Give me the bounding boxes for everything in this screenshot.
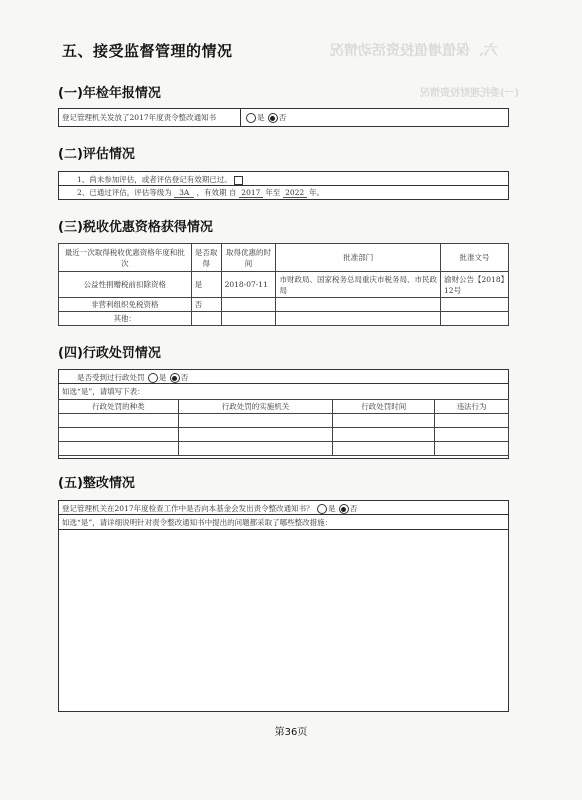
table-cell [441, 312, 509, 326]
table-row [59, 312, 509, 326]
table-cell: 是 [191, 272, 221, 298]
penalty-title: (四)行政处罚情况 [58, 346, 161, 361]
annual-inspection-question: 登记管理机关发放了2017年度责令整改通知书 [62, 113, 217, 122]
evaluation-line-2-prefix: 2、已通过评估，评估等级为 [77, 188, 172, 197]
no-label: 否 [180, 373, 189, 382]
rectification-notice-yes-radio[interactable] [246, 113, 256, 123]
no-label: 否 [349, 504, 358, 513]
page-number: 第36页 [274, 727, 308, 738]
annual-inspection-box [58, 108, 509, 127]
table-row [59, 414, 509, 428]
bleed-through-subheading: (一)委托理财投资情况 [420, 88, 520, 99]
header-cell: 违法行为 [435, 400, 509, 414]
tax-benefit-table [58, 243, 509, 326]
table-cell [221, 298, 276, 312]
rectification-title: (五)整改情况 [58, 476, 135, 491]
table-cell: 市财政局、国家税务总局重庆市税务局、市民政局 [276, 272, 441, 298]
header-cell: 取得优惠的时间 [221, 244, 276, 272]
penalty-yes-radio[interactable] [148, 373, 158, 383]
table-cell: 公益性捐赠税前扣除资格 [59, 272, 192, 298]
table-cell: 其他： [59, 312, 192, 326]
evaluation-line-1: 1、尚未参加评估，或者评估登记有效期已过。 [77, 175, 232, 184]
rectification-no-radio[interactable] [339, 504, 349, 514]
tax-benefit-title: (三)税收优惠资格获得情况 [58, 220, 213, 235]
header-cell: 批准文号 [441, 244, 509, 272]
table-cell: 渝财公告【2018】12号 [441, 272, 509, 298]
penalty-box [58, 369, 509, 459]
penalty-no-radio[interactable] [170, 373, 180, 383]
table-cell: 非营利组织免税资格 [59, 298, 192, 312]
annual-inspection-title: (一)年检年报情况 [58, 86, 161, 101]
header-cell: 行政处罚的种类 [59, 400, 179, 414]
bleed-through-heading: 六、保值增值投资活动情况 [330, 43, 498, 59]
table-row [59, 298, 509, 312]
rectification-measures-field[interactable] [62, 532, 504, 707]
header-cell: 批准部门 [276, 244, 441, 272]
evaluation-title: (二)评估情况 [58, 147, 135, 162]
section-title: 五、接受监督管理的情况 [62, 42, 233, 60]
table-header-row [59, 400, 509, 414]
header-cell: 是否取得 [191, 244, 221, 272]
table-cell [276, 312, 441, 326]
penalty-question: 是否受到过行政处罚 [77, 373, 145, 382]
yes-label: 是 [158, 373, 167, 382]
evaluation-box [58, 171, 509, 200]
rectification-note: 如选“是”，请详细说明针对责令整改通知书中提出的问题都采取了哪些整改措施： [62, 518, 333, 527]
evaluation-validity-label: ，有效期 自 [196, 188, 237, 197]
validity-to-label: 年至 [265, 188, 281, 197]
validity-to-year: 2022 [283, 188, 307, 198]
yes-label: 是 [257, 113, 265, 122]
table-row [59, 272, 509, 298]
validity-from-year: 2017 [239, 188, 263, 198]
rectification-question: 登记管理机关在2017年度检查工作中是否向本基金会发出责令整改通知书？ [62, 504, 314, 513]
header-cell: 最近一次取得税收优惠资格年度和批次 [59, 244, 192, 272]
header-cell: 行政处罚的实施机关 [178, 400, 333, 414]
table-row [59, 428, 509, 442]
header-cell: 行政处罚时间 [333, 400, 435, 414]
penalty-table [58, 399, 509, 456]
table-cell: 否 [191, 298, 221, 312]
rectification-yes-radio[interactable] [317, 504, 327, 514]
rectification-notice-no-radio[interactable] [268, 113, 278, 123]
evaluation-grade: 3A [174, 188, 194, 198]
no-label: 否 [278, 113, 287, 122]
not-evaluated-checkbox[interactable] [234, 176, 243, 185]
table-cell [221, 312, 276, 326]
yes-label: 是 [327, 504, 336, 513]
table-cell [276, 298, 441, 312]
table-header-row [59, 244, 509, 272]
table-cell [191, 312, 221, 326]
table-cell [441, 298, 509, 312]
rectification-box [58, 500, 509, 712]
table-cell: 2018-07-11 [221, 272, 276, 298]
validity-year-end: 年。 [309, 188, 325, 197]
table-row [59, 442, 509, 456]
penalty-note: 如选“是”，请填写下表： [62, 387, 145, 396]
